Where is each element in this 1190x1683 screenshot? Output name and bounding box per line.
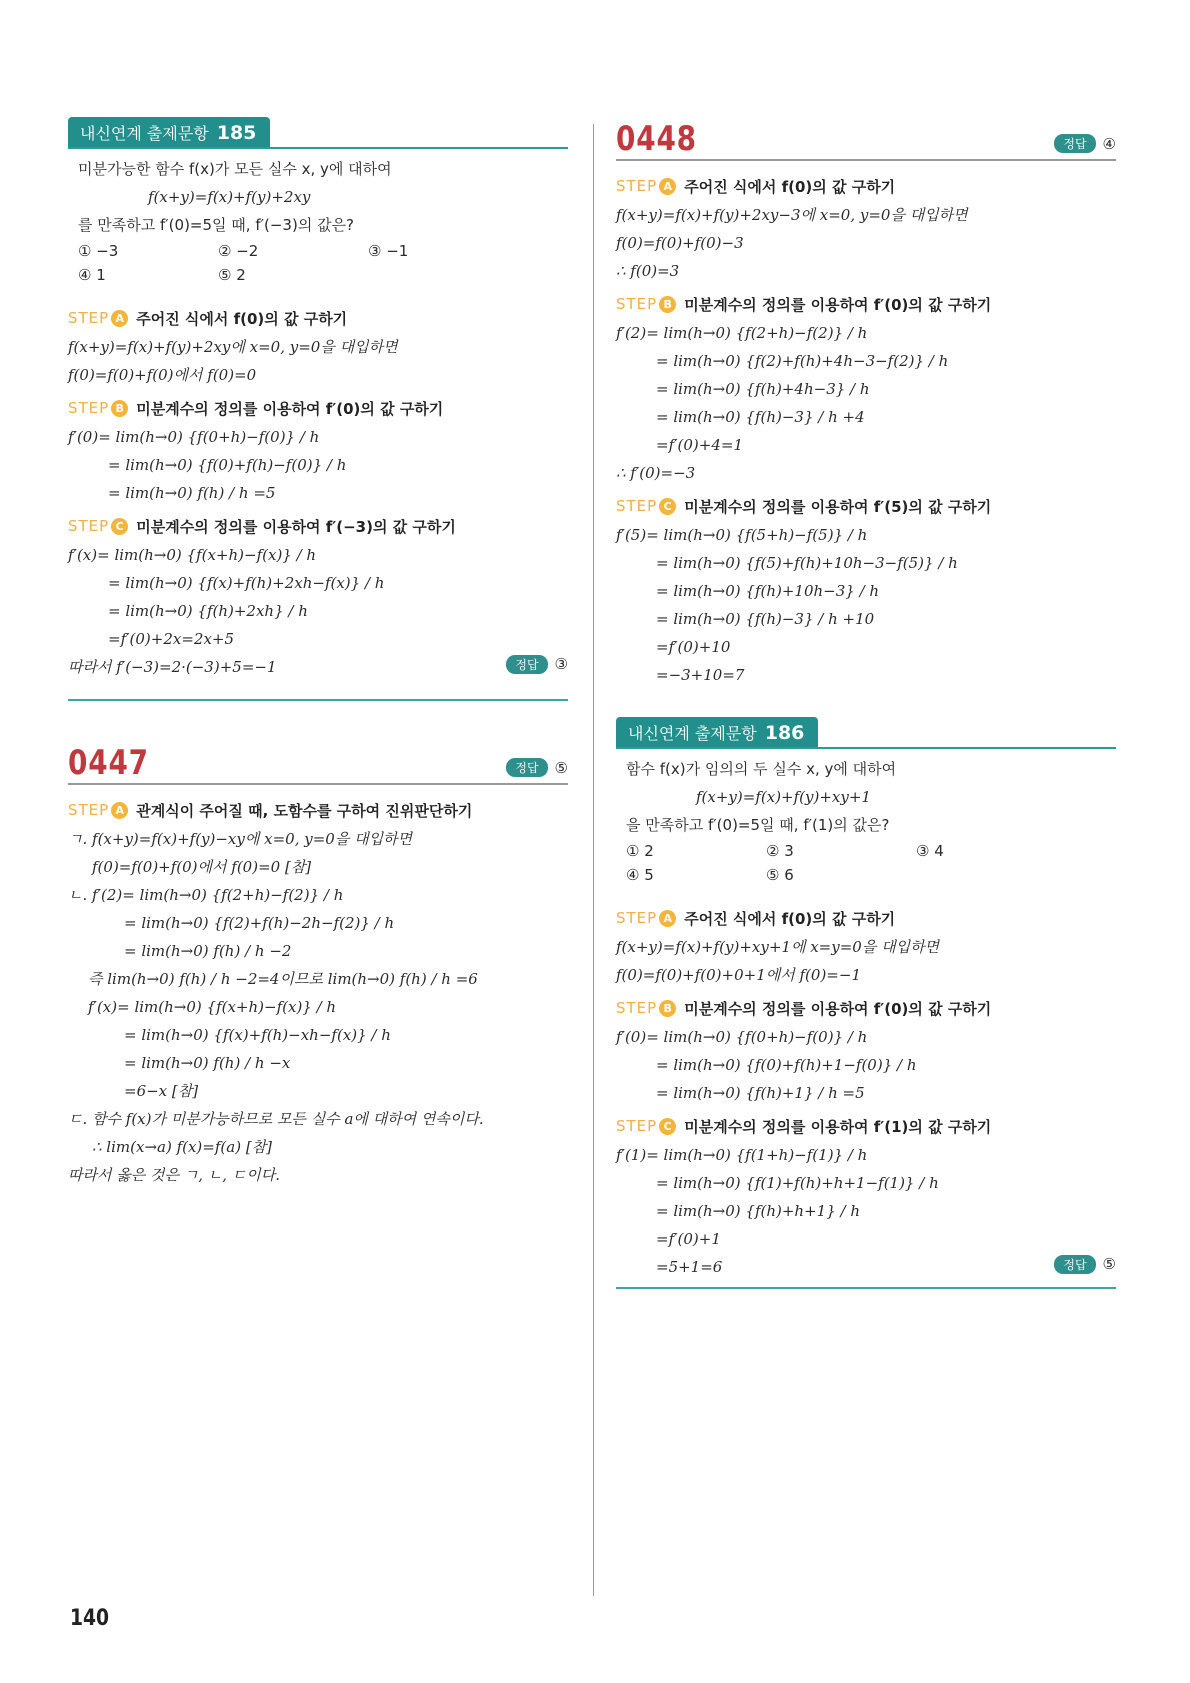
solution-line: f′(x)= lim(h→0) {f(x+h)−f(x)} / h bbox=[88, 998, 337, 1016]
solution-line: = lim(h→0) {f(1)+f(h)+h+1−f(1)} / h bbox=[656, 1174, 939, 1192]
solution-line: f(0)=f(0)+f(0)+0+1에서 f(0)=−1 bbox=[616, 966, 861, 984]
question-header-0447 bbox=[68, 739, 568, 785]
solution-line: = lim(h→0) {f(h)+10h−3} / h bbox=[656, 582, 880, 600]
step-a bbox=[68, 795, 568, 825]
step-badge: A bbox=[111, 310, 128, 327]
answer-tag bbox=[1054, 1255, 1116, 1274]
step-badge: A bbox=[111, 802, 128, 819]
solution-line: = lim(h→0) {f(x)+f(h)+2xh−f(x)} / h bbox=[108, 574, 385, 592]
problem-line: 미분가능한 함수 f(x)가 모든 실수 x, y에 대하여 bbox=[78, 160, 392, 178]
step-c bbox=[616, 1111, 1116, 1141]
choices bbox=[68, 239, 568, 287]
answer-tag bbox=[1054, 134, 1116, 153]
problem-line: 을 만족하고 f′(0)=5일 때, f′(1)의 값은? bbox=[626, 816, 890, 834]
step-badge: B bbox=[111, 400, 128, 417]
solution-line: = lim(h→0) {f(x)+f(h)−xh−f(x)} / h bbox=[124, 1026, 391, 1044]
choice: ⑤ 6 bbox=[766, 866, 794, 884]
banner-186 bbox=[616, 715, 1116, 749]
step-badge: C bbox=[659, 498, 676, 515]
step-title: 미분계수의 정의를 이용하여 f′(0)의 값 구하기 bbox=[684, 295, 992, 314]
solution-line: = lim(h→0) {f(0)+f(h)−f(0)} / h bbox=[108, 456, 347, 474]
step-c bbox=[68, 511, 568, 541]
step-title: 주어진 식에서 f(0)의 값 구하기 bbox=[684, 177, 896, 196]
answer-value: ③ bbox=[554, 655, 568, 673]
problem-line: 를 만족하고 f′(0)=5일 때, f′(−3)의 값은? bbox=[78, 216, 355, 234]
answer-tag bbox=[506, 758, 568, 777]
solution-line: f(x+y)=f(x)+f(y)+xy+1에 x=y=0을 대입하면 bbox=[616, 938, 940, 956]
answer-value: ⑤ bbox=[1102, 1255, 1116, 1273]
answer-pill: 정답 bbox=[1054, 1255, 1095, 1274]
solution-line: = lim(h→0) {f(h)−3} / h +10 bbox=[656, 610, 875, 628]
banner-number: 186 bbox=[764, 721, 805, 744]
page-number: 140 bbox=[70, 1606, 110, 1631]
step-c bbox=[616, 491, 1116, 521]
right-column bbox=[616, 115, 1116, 1289]
step-badge: C bbox=[659, 1118, 676, 1135]
solution-line: = lim(h→0) {f(0)+f(h)+1−f(0)} / h bbox=[656, 1056, 917, 1074]
solution-line: =f′(0)+2x=2x+5 bbox=[108, 630, 235, 648]
problem-equation: f(x+y)=f(x)+f(y)+xy+1 bbox=[696, 788, 871, 806]
solution-line: = lim(h→0) {f(5)+f(h)+10h−3−f(5)} / h bbox=[656, 554, 958, 572]
step-title: 관계식이 주어질 때, 도함수를 구하여 진위판단하기 bbox=[136, 801, 473, 820]
choice: ⑤ 2 bbox=[218, 266, 246, 284]
section-divider bbox=[616, 1287, 1116, 1289]
step-title: 주어진 식에서 f(0)의 값 구하기 bbox=[136, 309, 348, 328]
solution-line: = lim(h→0) {f(h)+h+1} / h bbox=[656, 1202, 860, 1220]
banner-prefix: 내신연계 출제문항 bbox=[80, 124, 209, 143]
choice: ④ 5 bbox=[626, 866, 654, 884]
problem-line: 함수 f(x)가 임의의 두 실수 x, y에 대하여 bbox=[626, 760, 897, 778]
step-label: STEP bbox=[616, 295, 658, 313]
solution-line: f′(0)= lim(h→0) {f(0+h)−f(0)} / h bbox=[616, 1028, 868, 1046]
step-label: STEP bbox=[616, 177, 658, 195]
solution-line: = lim(h→0) f(h) / h =5 bbox=[108, 484, 276, 502]
step-badge: A bbox=[659, 178, 676, 195]
step-badge: A bbox=[659, 910, 676, 927]
step-a bbox=[616, 171, 1116, 201]
solution-line: f(x+y)=f(x)+f(y)+2xy에 x=0, y=0을 대입하면 bbox=[68, 338, 398, 356]
solution-line: ∴ f′(0)=−3 bbox=[616, 464, 696, 482]
choice: ④ 1 bbox=[78, 266, 106, 284]
banner-tag bbox=[616, 717, 818, 747]
step-badge: C bbox=[111, 518, 128, 535]
answer-value: ④ bbox=[1102, 134, 1116, 153]
solution-line: 따라서 옳은 것은 ㄱ, ㄴ, ㄷ이다. bbox=[68, 1166, 281, 1184]
solution-line: = lim(h→0) {f(h)+4h−3} / h bbox=[656, 380, 870, 398]
solution-line: ㄴ. f′(2)= lim(h→0) {f(2+h)−f(2)} / h bbox=[68, 886, 344, 904]
choice: ① 2 bbox=[626, 842, 654, 860]
question-header-0448 bbox=[616, 115, 1116, 161]
step-title: 미분계수의 정의를 이용하여 f′(5)의 값 구하기 bbox=[684, 497, 992, 516]
answer-value: ⑤ bbox=[554, 758, 568, 777]
solution-line: = lim(h→0) {f(2)+f(h)+4h−3−f(2)} / h bbox=[656, 352, 949, 370]
choice: ③ −1 bbox=[368, 242, 409, 260]
step-badge: B bbox=[659, 1000, 676, 1017]
step-title: 미분계수의 정의를 이용하여 f′(0)의 값 구하기 bbox=[684, 999, 992, 1018]
step-b bbox=[616, 289, 1116, 319]
solution-line: =6−x [참] bbox=[124, 1082, 199, 1100]
choice: ③ 4 bbox=[916, 842, 944, 860]
step-title: 미분계수의 정의를 이용하여 f′(0)의 값 구하기 bbox=[136, 399, 444, 418]
solution-line: 즉 lim(h→0) f(h) / h −2=4이므로 lim(h→0) f(h) / h =6 bbox=[88, 970, 478, 988]
solution-line: f(0)=f(0)+f(0)−3 bbox=[616, 234, 744, 252]
solution-line: ∴ lim(x→a) f(x)=f(a) [참] bbox=[92, 1138, 273, 1156]
step-a bbox=[68, 303, 568, 333]
solution-line: =5+1=6 bbox=[656, 1258, 723, 1276]
answer-line bbox=[616, 1253, 1116, 1281]
solution-line: f′(1)= lim(h→0) {f(1+h)−f(1)} / h bbox=[616, 1146, 868, 1164]
answer-pill: 정답 bbox=[506, 758, 547, 777]
solution-line: f′(5)= lim(h→0) {f(5+h)−f(5)} / h bbox=[616, 526, 868, 544]
solution-line: = lim(h→0) {f(h)−3} / h +4 bbox=[656, 408, 865, 426]
step-title: 미분계수의 정의를 이용하여 f′(1)의 값 구하기 bbox=[684, 1117, 992, 1136]
solution-line: 따라서 f′(−3)=2·(−3)+5=−1 bbox=[68, 658, 277, 676]
solution-line: = lim(h→0) {f(h)+2xh} / h bbox=[108, 602, 308, 620]
choice: ② −2 bbox=[218, 242, 259, 260]
solution-line: f(0)=f(0)+f(0)에서 f(0)=0 [참] bbox=[92, 858, 312, 876]
banner-prefix: 내신연계 출제문항 bbox=[628, 724, 757, 743]
solution-line: = lim(h→0) f(h) / h −x bbox=[124, 1054, 291, 1072]
step-badge: B bbox=[659, 296, 676, 313]
solution-line: =f′(0)+4=1 bbox=[656, 436, 743, 454]
step-label: STEP bbox=[68, 517, 110, 535]
step-a bbox=[616, 903, 1116, 933]
solution-line: = lim(h→0) {f(h)+1} / h =5 bbox=[656, 1084, 865, 1102]
choices bbox=[616, 839, 1116, 887]
answer-tag bbox=[506, 655, 568, 674]
banner-tag bbox=[68, 117, 270, 147]
choice: ② 3 bbox=[766, 842, 794, 860]
solution-line: ㄷ. 함수 f(x)가 미분가능하므로 모든 실수 a에 대하여 연속이다. bbox=[68, 1110, 484, 1128]
step-label: STEP bbox=[68, 399, 110, 417]
step-title: 주어진 식에서 f(0)의 값 구하기 bbox=[684, 909, 896, 928]
solution-line: f(x+y)=f(x)+f(y)+2xy−3에 x=0, y=0을 대입하면 bbox=[616, 206, 968, 224]
banner-number: 185 bbox=[216, 121, 257, 144]
banner-185 bbox=[68, 115, 568, 149]
step-title: 미분계수의 정의를 이용하여 f′(−3)의 값 구하기 bbox=[136, 517, 456, 536]
problem-equation: f(x+y)=f(x)+f(y)+2xy bbox=[148, 188, 311, 206]
question-number: 0448 bbox=[616, 119, 697, 159]
step-label: STEP bbox=[616, 999, 658, 1017]
step-label: STEP bbox=[68, 801, 110, 819]
solution-line: =f′(0)+10 bbox=[656, 638, 731, 656]
solution-line: f′(x)= lim(h→0) {f(x+h)−f(x)} / h bbox=[68, 546, 317, 564]
step-b bbox=[68, 393, 568, 423]
answer-pill: 정답 bbox=[1054, 134, 1095, 153]
step-b bbox=[616, 993, 1116, 1023]
step-label: STEP bbox=[68, 309, 110, 327]
left-column bbox=[68, 115, 568, 1189]
answer-pill: 정답 bbox=[506, 655, 547, 674]
solution-line: f(0)=f(0)+f(0)에서 f(0)=0 bbox=[68, 366, 257, 384]
step-label: STEP bbox=[616, 909, 658, 927]
solution-line: =f′(0)+1 bbox=[656, 1230, 721, 1248]
question-number: 0447 bbox=[68, 743, 149, 783]
solution-line: f′(0)= lim(h→0) {f(0+h)−f(0)} / h bbox=[68, 428, 320, 446]
answer-line bbox=[68, 653, 568, 681]
solution-line: ㄱ. f(x+y)=f(x)+f(y)−xy에 x=0, y=0을 대입하면 bbox=[68, 830, 413, 848]
column-divider bbox=[593, 124, 594, 1596]
solution-line: =−3+10=7 bbox=[656, 666, 745, 684]
solution-line: = lim(h→0) f(h) / h −2 bbox=[124, 942, 292, 960]
step-label: STEP bbox=[616, 497, 658, 515]
solution-line: = lim(h→0) {f(2)+f(h)−2h−f(2)} / h bbox=[124, 914, 395, 932]
step-label: STEP bbox=[616, 1117, 658, 1135]
choice: ① −3 bbox=[78, 242, 119, 260]
solution-line: ∴ f(0)=3 bbox=[616, 262, 680, 280]
solution-line: f′(2)= lim(h→0) {f(2+h)−f(2)} / h bbox=[616, 324, 868, 342]
